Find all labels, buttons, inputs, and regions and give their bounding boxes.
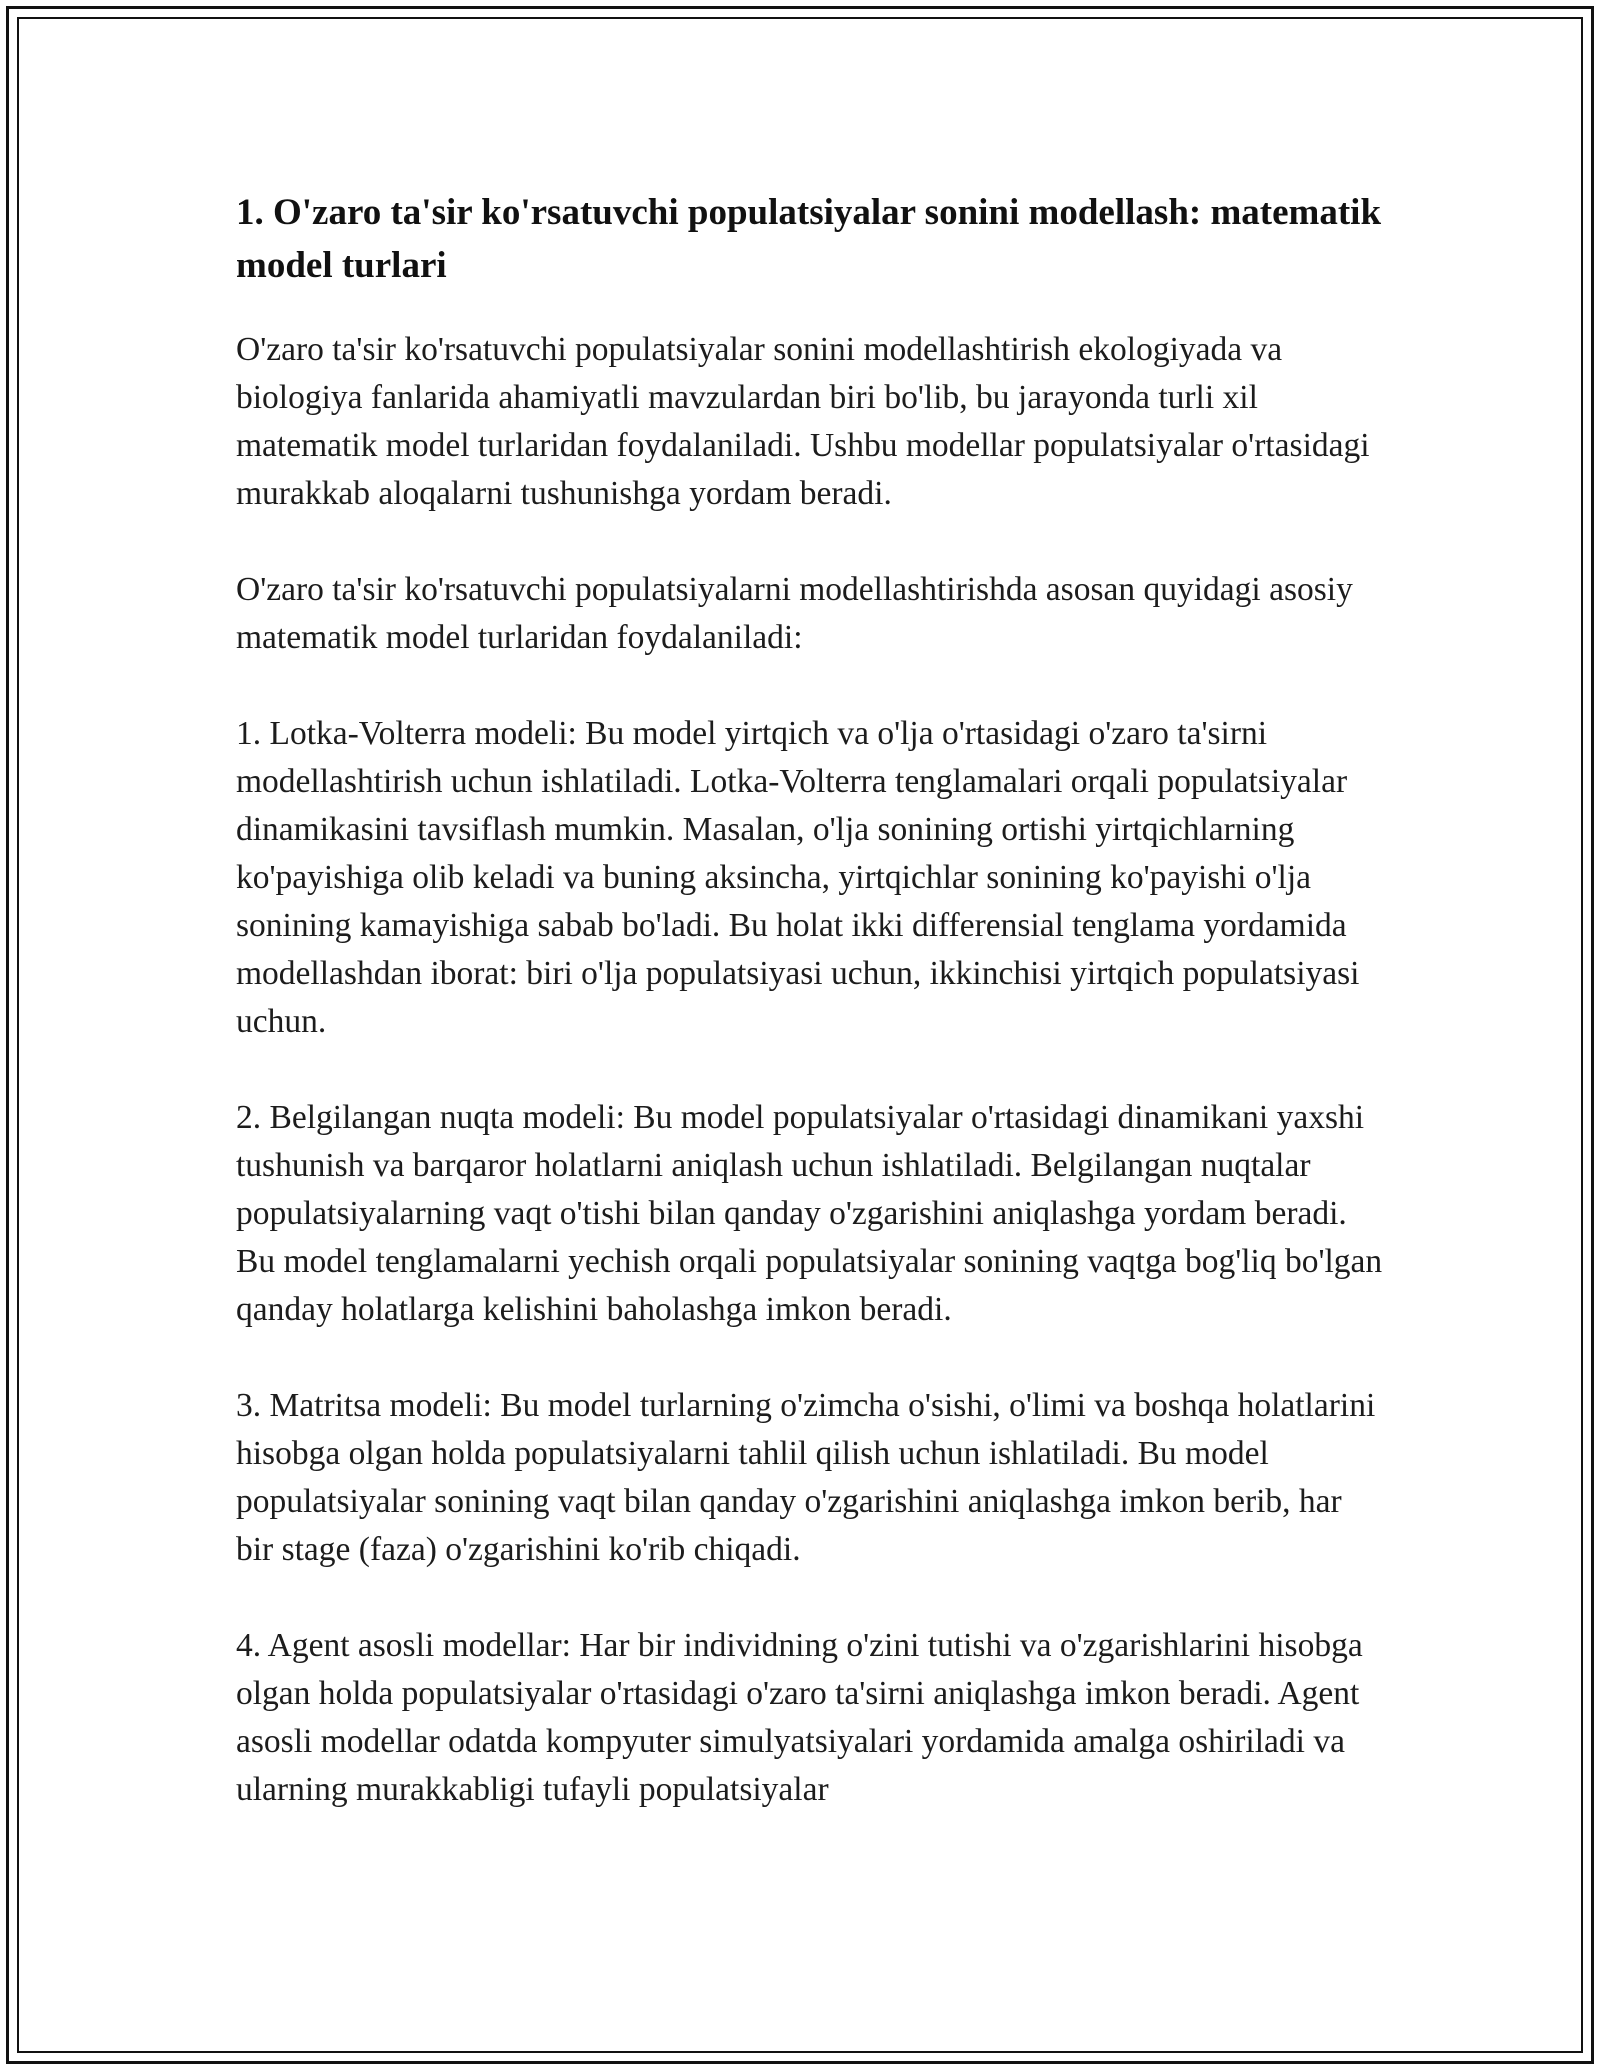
paragraph-fixed-point: 2. Belgilangan nuqta modeli: Bu model populatsiyalar o'rtasidagi dinamikani yaxshi tushunish va barqaror holatlarni aniqlash uchun ishlatiladi. Belgilangan nuqtalar populatsiyalarning vaqt o'tishi bilan qanday o'zgarishini aniqlashga yordam beradi. Bu model tenglamalarni yechish orqali populatsiyalar sonining vaqtga bog'liq bo'lgan qanday holatlarga kelishini baholashga imkon beradi. [236, 1099, 1383, 1328]
paragraph-lotka-volterra: 1. Lotka-Volterra modeli: Bu model yirtqich va o'lja o'rtasidagi o'zaro ta'sirni modellashtirish uchun ishlatiladi. Lotka-Volterra tenglamalari orqali populatsiyalar dinamikasini tavsiflash mumkin. Masalan, o'lja sonining ortishi yirtqichlarning ko'payishiga olib keladi va buning aksincha, yirtqichlar sonining ko'payishi o'lja sonining kamayishiga sabab bo'ladi. Bu holat ikki differensial tenglama yordamida modellashdan iborat: biri o'lja populatsiyasi uchun, ikkinchisi yirtqich populatsiyasi uchun. [236, 715, 1360, 1040]
paragraph-agent-based: 4. Agent asosli modellar: Har bir individning o'zini tutishi va o'zgarishlarini hisobga olgan holda populatsiyalar o'rtasidagi o'zaro ta'sirni aniqlashga imkon beradi. Agent asosli modellar odatda kompyuter simulyatsiyalari yordamida amalga oshiriladi va ularning murakkabligi tufayli populatsiyalar [236, 1627, 1363, 1808]
document-title: 1. O'zaro ta'sir ko'rsatuvchi populatsiyalar sonini modellash: matematik model turlari [236, 192, 1382, 286]
paragraph-intro: O'zaro ta'sir ko'rsatuvchi populatsiyalar sonini modellashtirish ekologiyada va biologiya fanlarida ahamiyatli mavzulardan biri bo'lib, bu jarayonda turli xil matematik model turlaridan foydalaniladi. Ushbu modellar populatsiyalar o'rtasidagi murakkab aloqalarni tushunishga yordam beradi. [236, 331, 1370, 512]
paragraph-model-types: O'zaro ta'sir ko'rsatuvchi populatsiyalarni modellashtirishda asosan quyidagi asosiy matematik model turlaridan foydalaniladi: [236, 571, 1353, 656]
document-body [236, 186, 1386, 1862]
paragraph-matrix: 3. Matritsa modeli: Bu model turlarning o'zimcha o'sishi, o'limi va boshqa holatlarini hisobga olgan holda populatsiyalarni tahlil qilish uchun ishlatiladi. Bu model populatsiyalar sonining vaqt bilan qanday o'zgarishini aniqlashga imkon berib, har bir stage (faza) o'zgarishini ko'rib chiqadi. [236, 1387, 1376, 1568]
